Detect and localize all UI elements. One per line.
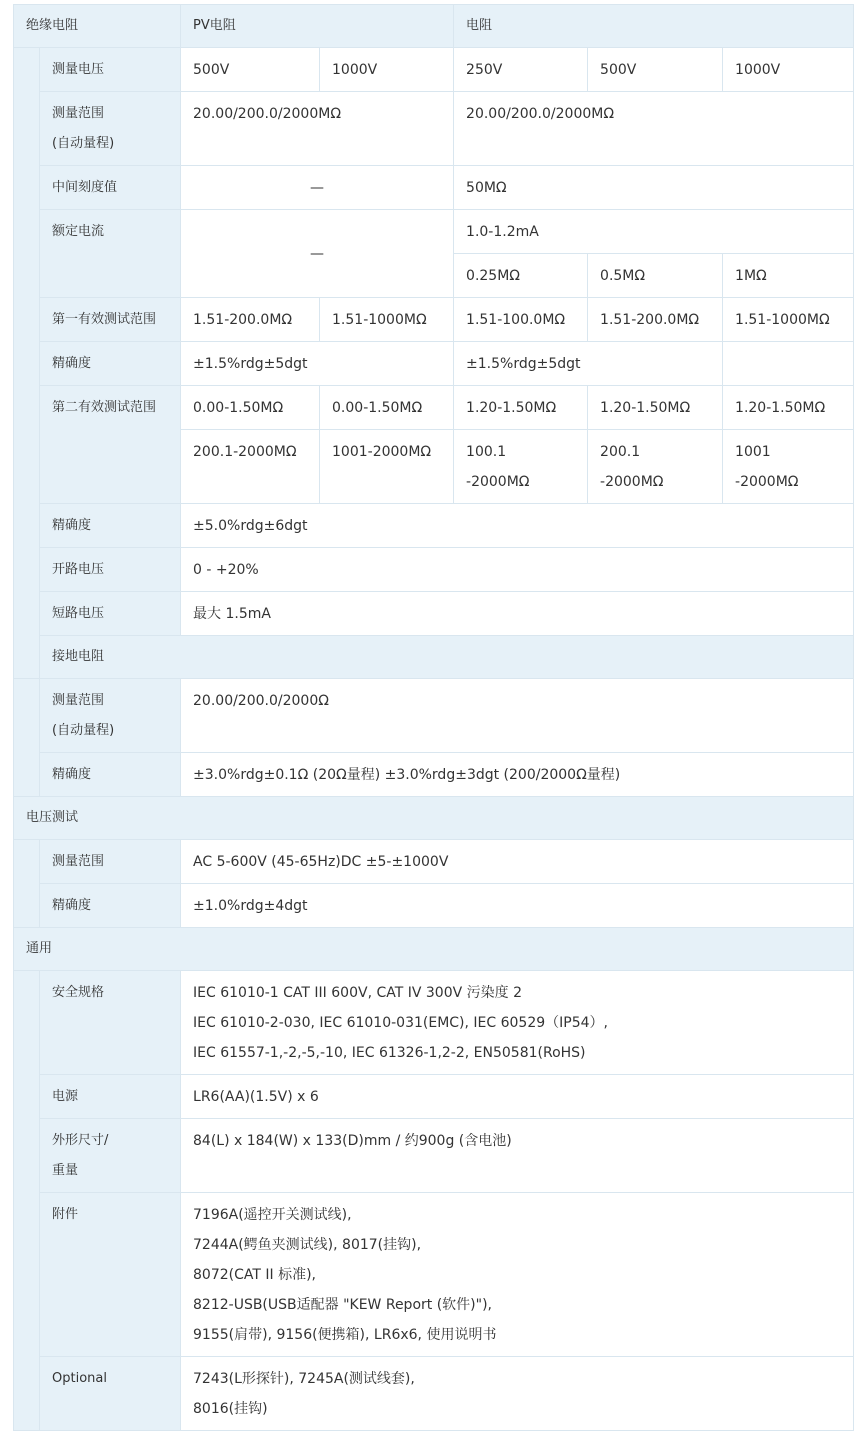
cell-value: ±3.0%rdg±0.1Ω (20Ω量程) ±3.0%rdg±3dgt (200/2000Ω量程) — [181, 753, 854, 797]
cell-value: ±1.5%rdg±5dgt — [181, 342, 454, 386]
row-label: 中间刻度值 — [40, 166, 181, 210]
row-label — [40, 1119, 181, 1193]
voltage-section-row — [14, 797, 854, 840]
row-label: 附件 — [40, 1193, 181, 1357]
row-label: 精确度 — [40, 884, 181, 928]
cell-value: 最大 1.5mA — [181, 592, 854, 636]
cell-value: ±1.0%rdg±4dgt — [181, 884, 854, 928]
cell-value: 500V — [588, 48, 723, 92]
cell-value: 0.5MΩ — [588, 254, 723, 298]
label-line: 外形尺寸/ — [52, 1133, 109, 1148]
value-line: -2000MΩ — [466, 474, 530, 490]
label-line: (自动量程) — [52, 136, 115, 151]
cell-value: 1.0-1.2mA — [454, 210, 854, 254]
accuracy-row — [14, 504, 854, 548]
cell-value — [588, 430, 723, 504]
value-line: 7243(L形探针), 7245A(测试线套), — [193, 1371, 415, 1387]
pv-resistance-header: PV电阻 — [181, 5, 454, 48]
value-line: -2000MΩ — [735, 474, 799, 490]
cell-value: 0.00-1.50MΩ — [320, 386, 454, 430]
cell-value: 1.51-1000MΩ — [723, 298, 854, 342]
insulation-section-title: 绝缘电阻 — [14, 5, 181, 48]
row-label: 电源 — [40, 1075, 181, 1119]
cell-value: 1.20-1.50MΩ — [454, 386, 588, 430]
second-range-row — [14, 386, 854, 430]
open-voltage-row — [14, 548, 854, 592]
cell-value: 500V — [181, 48, 320, 92]
accuracy-row — [14, 342, 854, 386]
cell-value: 250V — [454, 48, 588, 92]
row-label: 额定电流 — [40, 210, 181, 298]
row-label: Optional — [40, 1357, 181, 1431]
short-current-row — [14, 592, 854, 636]
rated-current-row — [14, 210, 854, 254]
earth-indent — [14, 679, 40, 797]
label-line: 测量范围 — [52, 106, 105, 121]
cell-value — [181, 1357, 854, 1431]
cell-value — [181, 1193, 854, 1357]
row-label: 精确度 — [40, 342, 181, 386]
row-label: 第二有效测试范围 — [40, 386, 181, 504]
dimensions-row — [14, 1119, 854, 1193]
row-label: 测量范围 — [40, 840, 181, 884]
cell-value: 0.00-1.50MΩ — [181, 386, 320, 430]
cell-value — [454, 430, 588, 504]
value-line: 9155(肩带), 9156(便携箱), LR6x6, 使用说明书 — [193, 1327, 497, 1343]
value-line: 200.1 — [600, 444, 641, 460]
row-label: 精确度 — [40, 753, 181, 797]
value-line: 1001 — [735, 444, 771, 460]
value-line: 100.1 — [466, 444, 507, 460]
cell-value: 200.1-2000MΩ — [181, 430, 320, 504]
voltage-range-row — [14, 840, 854, 884]
cell-value: 1001-2000MΩ — [320, 430, 454, 504]
cell-value: 1.51-200.0MΩ — [588, 298, 723, 342]
cell-value: 0.25MΩ — [454, 254, 588, 298]
safety-row — [14, 971, 854, 1075]
cell-value: ±5.0%rdg±6dgt — [181, 504, 854, 548]
row-label: 测量电压 — [40, 48, 181, 92]
value-line: 8016(挂钩) — [193, 1401, 268, 1417]
value-line: IEC 61010-2-030, IEC 61010-031(EMC), IEC 60529（IP54）, — [193, 1015, 608, 1031]
earth-section-row — [14, 636, 854, 679]
value-line: 8212-USB(USB适配器 "KEW Report (软件)"), — [193, 1297, 492, 1313]
cell-value: 1.20-1.50MΩ — [588, 386, 723, 430]
spec-table — [13, 4, 854, 1431]
row-label: 第一有效测试范围 — [40, 298, 181, 342]
cell-value: AC 5-600V (45-65Hz)DC ±5-±1000V — [181, 840, 854, 884]
first-range-row — [14, 298, 854, 342]
cell-value: 20.00/200.0/2000Ω — [181, 679, 854, 753]
voltage-indent — [14, 840, 40, 928]
cell-value: 1000V — [320, 48, 454, 92]
voltage-accuracy-row — [14, 884, 854, 928]
cell-value: 20.00/200.0/2000MΩ — [181, 92, 454, 166]
cell-value: 20.00/200.0/2000MΩ — [454, 92, 854, 166]
cell-value: 0 - +20% — [181, 548, 854, 592]
test-voltage-row — [14, 48, 854, 92]
general-section-title: 通用 — [14, 928, 854, 971]
earth-range-row — [14, 679, 854, 753]
optional-row — [14, 1357, 854, 1431]
cell-value: — — [181, 210, 454, 298]
cell-value: 1.51-1000MΩ — [320, 298, 454, 342]
cell-value: LR6(AA)(1.5V) x 6 — [181, 1075, 854, 1119]
cell-value: 1MΩ — [723, 254, 854, 298]
cell-value — [181, 971, 854, 1075]
cell-value: 50MΩ — [454, 166, 854, 210]
voltage-section-title: 电压测试 — [14, 797, 854, 840]
row-label — [40, 92, 181, 166]
cell-value: — — [181, 166, 454, 210]
cell-value — [723, 430, 854, 504]
value-line: 7244A(鳄鱼夹测试线), 8017(挂钩), — [193, 1237, 422, 1253]
accessories-row — [14, 1193, 854, 1357]
resistance-header: 电阻 — [454, 5, 854, 48]
cell-empty — [723, 342, 854, 386]
power-row — [14, 1075, 854, 1119]
range-row — [14, 92, 854, 166]
earth-section-title: 接地电阻 — [40, 636, 854, 679]
general-section-row — [14, 928, 854, 971]
cell-value: 1.51-100.0MΩ — [454, 298, 588, 342]
cell-value: ±1.5%rdg±5dgt — [454, 342, 723, 386]
row-label: 安全规格 — [40, 971, 181, 1075]
row-label: 精确度 — [40, 504, 181, 548]
value-line: IEC 61010-1 CAT III 600V, CAT IV 300V 污染度 2 — [193, 985, 522, 1001]
cell-value: 84(L) x 184(W) x 133(D)mm / 约900g (含电池) — [181, 1119, 854, 1193]
row-label: 开路电压 — [40, 548, 181, 592]
value-line: 7196A(遥控开关测试线), — [193, 1207, 352, 1223]
earth-accuracy-row — [14, 753, 854, 797]
row-label — [40, 679, 181, 753]
insulation-indent — [14, 48, 40, 679]
mid-scale-row — [14, 166, 854, 210]
general-indent — [14, 971, 40, 1431]
label-line: 测量范围 — [52, 693, 105, 708]
header-row — [14, 5, 854, 48]
value-line: 8072(CAT II 标准), — [193, 1267, 316, 1283]
cell-value: 1.51-200.0MΩ — [181, 298, 320, 342]
value-line: -2000MΩ — [600, 474, 664, 490]
value-line: IEC 61557-1,-2,-5,-10, IEC 61326-1,2-2, EN50581(RoHS) — [193, 1045, 586, 1061]
row-label: 短路电压 — [40, 592, 181, 636]
label-line: 重量 — [52, 1163, 79, 1178]
cell-value: 1000V — [723, 48, 854, 92]
cell-value: 1.20-1.50MΩ — [723, 386, 854, 430]
label-line: (自动量程) — [52, 723, 115, 738]
